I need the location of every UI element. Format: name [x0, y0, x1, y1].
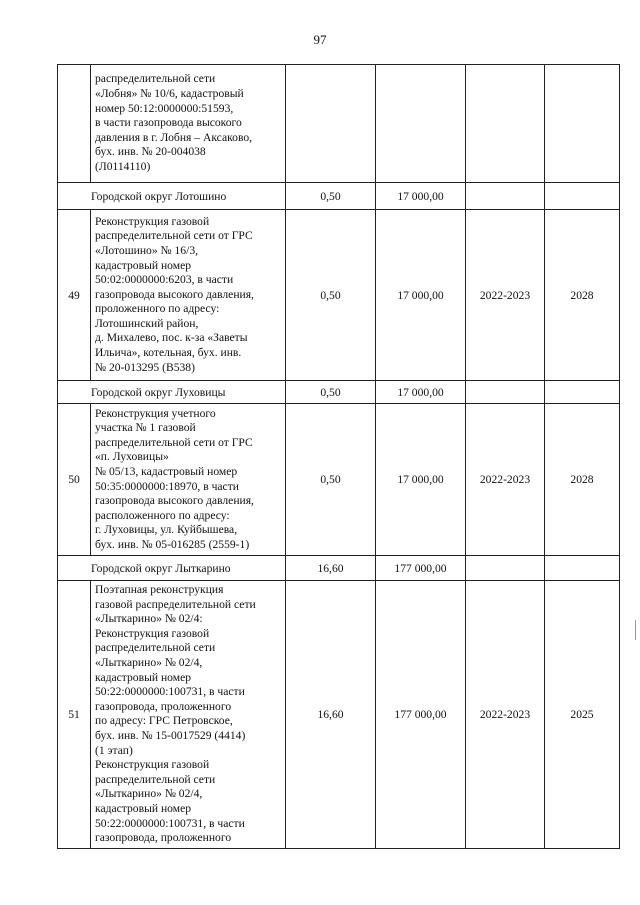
- cost-value: 17 000,00: [376, 210, 466, 381]
- commissioning-year: [545, 65, 620, 183]
- description-line: распределительной сети: [95, 772, 216, 786]
- district-name: Городской округ Лотошино: [58, 183, 286, 210]
- description-line: газопровода высокого давления,: [95, 494, 254, 508]
- district-cost: 17 000,00: [376, 381, 466, 404]
- description-line: г. Луховицы, ул. Куйбышева,: [95, 523, 238, 537]
- description-line: кадастровый номер: [95, 258, 192, 272]
- district-cost: 17 000,00: [376, 183, 466, 210]
- description-line: в части газопровода высокого: [95, 116, 242, 130]
- district-length: 0,50: [286, 381, 376, 404]
- cost-value: 17 000,00: [376, 404, 466, 556]
- pipeline-length: 16,60: [286, 581, 376, 849]
- description-line: № 20-013295 (В538): [95, 360, 195, 374]
- object-description: [91, 210, 286, 381]
- implementation-period: [466, 65, 545, 183]
- description-line: Ильича», котельная, бух. инв.: [95, 346, 242, 360]
- description-line: «Лыткарино» № 02/4:: [95, 612, 203, 626]
- commissioning-year: 2028: [545, 404, 620, 556]
- description-line: 50:22:0000000:100731, в части: [95, 685, 245, 699]
- description-line: (1 этап): [95, 743, 133, 757]
- scan-mark: [635, 620, 636, 640]
- empty-cell: [545, 381, 620, 404]
- empty-cell: [545, 183, 620, 210]
- description-line: Реконструкция учетного: [95, 406, 216, 420]
- empty-cell: [466, 381, 545, 404]
- description-line: Лотошинский район,: [95, 316, 199, 330]
- investment-table: [57, 64, 620, 849]
- district-row: [58, 381, 620, 404]
- description-line: кадастровый номер: [95, 801, 192, 815]
- table-body: [58, 65, 620, 849]
- description-line: «Лобня» № 10/6, кадастровый: [95, 87, 244, 101]
- implementation-period: 2022-2023: [466, 210, 545, 381]
- description-line: расположенного по адресу:: [95, 508, 230, 522]
- pipeline-length: 0,50: [286, 210, 376, 381]
- table-row: [58, 210, 620, 381]
- description-line: газопровода, проложенного: [95, 831, 232, 845]
- row-number: 50: [58, 404, 91, 556]
- description-line: «Лотошино» № 16/3,: [95, 243, 199, 257]
- object-description: [91, 65, 286, 183]
- description-line: кадастровый номер: [95, 670, 192, 684]
- commissioning-year: 2028: [545, 210, 620, 381]
- description-line: распределительной сети от ГРС: [95, 229, 253, 243]
- district-name: Городской округ Луховицы: [58, 381, 286, 404]
- district-row: [58, 183, 620, 210]
- description-line: 50:22:0000000:100731, в части: [95, 816, 245, 830]
- district-row: [58, 556, 620, 581]
- commissioning-year: 2025: [545, 581, 620, 849]
- cost-value: 177 000,00: [376, 581, 466, 849]
- description-line: по адресу: ГРС Петровское,: [95, 714, 233, 728]
- implementation-period: 2022-2023: [466, 404, 545, 556]
- description-line: 50:02:0000000:6203, в части: [95, 273, 234, 287]
- description-line: «Лыткарино» № 02/4,: [95, 787, 203, 801]
- description-line: бух. инв. № 15-0017529 (4414): [95, 728, 246, 742]
- description-line: распределительной сети от ГРС: [95, 435, 253, 449]
- description-line: бух. инв. № 20-004038: [95, 145, 206, 159]
- description-line: Реконструкция газовой: [95, 758, 210, 772]
- district-cost: 177 000,00: [376, 556, 466, 581]
- empty-cell: [545, 556, 620, 581]
- table-row: [58, 404, 620, 556]
- description-line: распределительной сети: [95, 72, 216, 86]
- row-number: [58, 65, 91, 183]
- pipeline-length: [286, 65, 376, 183]
- description-line: бух. инв. № 05-016285 (2559-1): [95, 537, 250, 551]
- object-description: [91, 581, 286, 849]
- table-row: [58, 65, 620, 183]
- description-line: газопровода высокого давления,: [95, 287, 254, 301]
- implementation-period: 2022-2023: [466, 581, 545, 849]
- page-number: 97: [313, 32, 327, 47]
- description-line: давления в г. Лобня – Аксаково,: [95, 130, 253, 144]
- description-line: номер 50:12:0000000:51593,: [95, 101, 234, 115]
- row-number: 51: [58, 581, 91, 849]
- description-line: 50:35:0000000:18970, в части: [95, 479, 239, 493]
- row-number: 49: [58, 210, 91, 381]
- description-line: Реконструкция газовой: [95, 626, 210, 640]
- district-length: 0,50: [286, 183, 376, 210]
- description-line: газопровода, проложенного: [95, 699, 232, 713]
- pipeline-length: 0,50: [286, 404, 376, 556]
- description-line: Реконструкция газовой: [95, 214, 210, 228]
- description-line: д. Михалево, пос. к-за «Заветы: [95, 331, 248, 345]
- description-line: распределительной сети: [95, 641, 216, 655]
- object-description: [91, 404, 286, 556]
- table-row: [58, 581, 620, 849]
- description-line: (Л0114110): [95, 159, 151, 173]
- empty-cell: [466, 183, 545, 210]
- description-line: участка № 1 газовой: [95, 421, 196, 435]
- empty-cell: [466, 556, 545, 581]
- district-length: 16,60: [286, 556, 376, 581]
- description-line: «п. Луховицы»: [95, 450, 169, 464]
- cost-value: [376, 65, 466, 183]
- description-line: «Лыткарино» № 02/4,: [95, 655, 203, 669]
- description-line: Поэтапная реконструкция: [95, 583, 224, 596]
- description-line: № 05/13, кадастровый номер: [95, 464, 238, 478]
- district-name: Городской округ Лыткарино: [58, 556, 286, 581]
- description-line: газовой распределительной сети: [95, 597, 256, 611]
- description-line: проложенного по адресу:: [95, 302, 220, 316]
